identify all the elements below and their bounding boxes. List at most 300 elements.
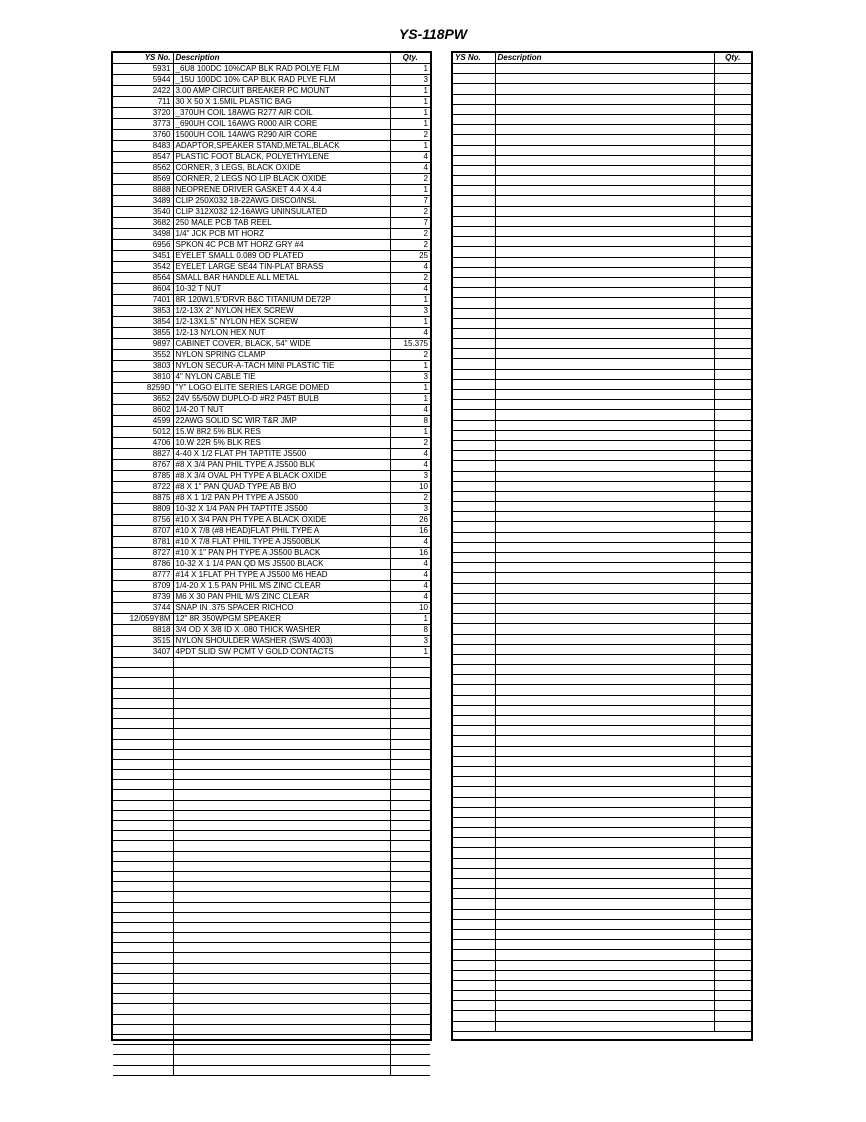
qty-cell: 1 (390, 141, 430, 152)
description-cell: 10.W 22R 5% BLK RES (173, 438, 390, 449)
qty-cell: 4 (390, 592, 430, 603)
ys-no-cell (113, 851, 173, 861)
description-cell (495, 868, 714, 878)
qty-cell (390, 902, 430, 912)
table-row (113, 163, 430, 174)
table-row (113, 504, 430, 515)
header-description: Description (173, 53, 390, 64)
table-row (113, 218, 430, 229)
qty-cell (714, 461, 751, 471)
ys-no-cell (113, 698, 173, 708)
description-cell (495, 756, 714, 766)
description-cell (495, 237, 714, 247)
ys-no-cell (453, 879, 495, 889)
ys-no-cell (453, 991, 495, 1001)
description-cell (495, 797, 714, 807)
ys-no-cell (453, 267, 495, 277)
qty-cell (714, 980, 751, 990)
table-row (113, 75, 430, 86)
ys-no-cell (453, 308, 495, 318)
qty-cell (714, 267, 751, 277)
table-row (113, 427, 430, 438)
table-row (113, 770, 430, 780)
ys-no-cell (113, 719, 173, 729)
qty-cell (714, 665, 751, 675)
table-row (113, 339, 430, 350)
description-cell: 24V 55/50W DUPLO-D #R2 P45T BULB (173, 394, 390, 405)
ys-no-cell (453, 390, 495, 400)
qty-cell (714, 206, 751, 216)
ys-no-cell: 8547 (113, 152, 173, 163)
table-row (453, 206, 751, 216)
description-cell (173, 790, 390, 800)
table-row (453, 614, 751, 624)
ys-no-cell: 8786 (113, 559, 173, 570)
description-cell (173, 871, 390, 881)
qty-cell (714, 542, 751, 552)
table-row (113, 372, 430, 383)
table-row (113, 1045, 430, 1055)
qty-cell: 4 (390, 460, 430, 471)
ys-no-cell (453, 461, 495, 471)
description-cell (495, 522, 714, 532)
ys-no-cell: 8777 (113, 570, 173, 581)
table-row (453, 909, 751, 919)
ys-no-cell (453, 746, 495, 756)
qty-cell (714, 736, 751, 746)
table-row (453, 746, 751, 756)
description-cell (173, 810, 390, 820)
description-cell (495, 665, 714, 675)
qty-cell (390, 871, 430, 881)
table-row (453, 736, 751, 746)
table-row (453, 379, 751, 389)
qty-cell (714, 471, 751, 481)
qty-cell: 1 (390, 295, 430, 306)
ys-no-cell (453, 1001, 495, 1011)
description-cell (173, 902, 390, 912)
description-cell (495, 960, 714, 970)
description-cell (495, 532, 714, 542)
description-cell: 30 X 50 X 1.5MIL PLASTIC BAG (173, 97, 390, 108)
ys-no-cell (453, 960, 495, 970)
ys-no-cell (113, 984, 173, 994)
qty-cell (390, 1045, 430, 1055)
table-row (113, 729, 430, 739)
table-row (453, 267, 751, 277)
qty-cell (390, 759, 430, 769)
table-row (113, 141, 430, 152)
qty-cell (714, 807, 751, 817)
description-cell (495, 227, 714, 237)
qty-cell (714, 848, 751, 858)
table-row (113, 174, 430, 185)
ys-no-cell: 8562 (113, 163, 173, 174)
table-row (113, 943, 430, 953)
qty-cell (714, 502, 751, 512)
ys-no-cell (453, 614, 495, 624)
description-cell (495, 573, 714, 583)
ys-no-cell (453, 522, 495, 532)
description-cell (495, 970, 714, 980)
qty-cell (714, 624, 751, 634)
qty-cell (390, 688, 430, 698)
description-cell (495, 919, 714, 929)
qty-cell (714, 879, 751, 889)
qty-cell (390, 1024, 430, 1034)
ys-no-cell (453, 125, 495, 135)
ys-no-cell (453, 227, 495, 237)
description-cell (495, 991, 714, 1001)
qty-cell (390, 678, 430, 688)
table-row (453, 868, 751, 878)
table-row (453, 1011, 751, 1021)
table-row (453, 125, 751, 135)
description-cell (173, 912, 390, 922)
description-cell: SMALL BAR HANDLE ALL METAL (173, 273, 390, 284)
table-row (453, 807, 751, 817)
ys-no-cell (113, 688, 173, 698)
qty-cell: 1 (390, 361, 430, 372)
table-row (453, 369, 751, 379)
ys-no-cell (453, 74, 495, 84)
qty-cell (390, 922, 430, 932)
description-cell: 4" NYLON CABLE TIE (173, 372, 390, 383)
description-cell (495, 471, 714, 481)
table-row (453, 288, 751, 298)
qty-cell (714, 186, 751, 196)
description-cell (173, 1045, 390, 1055)
qty-cell: 3 (390, 306, 430, 317)
table-row (113, 273, 430, 284)
table-row (453, 970, 751, 980)
ys-no-cell (113, 739, 173, 749)
table-row (453, 929, 751, 939)
table-row (113, 994, 430, 1004)
description-cell (495, 379, 714, 389)
table-row (113, 108, 430, 119)
ys-no-cell (453, 838, 495, 848)
table-row (113, 861, 430, 871)
description-cell (173, 922, 390, 932)
table-row (113, 537, 430, 548)
ys-no-cell (453, 216, 495, 226)
description-cell (495, 196, 714, 206)
ys-no-cell (453, 634, 495, 644)
description-cell (495, 114, 714, 124)
table-row (453, 838, 751, 848)
description-cell (173, 984, 390, 994)
description-cell (173, 861, 390, 871)
qty-cell: 1 (390, 317, 430, 328)
table-row (453, 654, 751, 664)
description-cell (495, 654, 714, 664)
description-cell (495, 828, 714, 838)
qty-cell: 4 (390, 262, 430, 273)
qty-cell (714, 369, 751, 379)
qty-cell (714, 563, 751, 573)
table-row (113, 973, 430, 983)
description-cell (173, 994, 390, 1004)
ys-no-cell: 3854 (113, 317, 173, 328)
description-cell (495, 186, 714, 196)
ys-no-cell (453, 257, 495, 267)
qty-cell (714, 165, 751, 175)
qty-cell (714, 1021, 751, 1031)
description-cell (495, 430, 714, 440)
table-row (113, 449, 430, 460)
table-row (113, 708, 430, 718)
description-cell: NYLON SECUR-A-TACH MINI PLASTIC TIE (173, 361, 390, 372)
ys-no-cell (453, 909, 495, 919)
table-row (453, 685, 751, 695)
table-row (113, 350, 430, 361)
description-cell (495, 889, 714, 899)
table-row (453, 186, 751, 196)
qty-cell: 7 (390, 218, 430, 229)
description-cell (495, 216, 714, 226)
description-cell (173, 1004, 390, 1014)
ys-no-cell (453, 695, 495, 705)
table-row (453, 593, 751, 603)
header-row (453, 53, 751, 64)
table-row (113, 780, 430, 790)
ys-no-cell: 8781 (113, 537, 173, 548)
header-qty: Qty. (390, 53, 430, 64)
ys-no-cell (453, 858, 495, 868)
description-cell (495, 308, 714, 318)
qty-cell (714, 532, 751, 542)
description-cell (173, 719, 390, 729)
description-cell (495, 145, 714, 155)
ys-no-cell (453, 369, 495, 379)
table-row (453, 960, 751, 970)
table-row (453, 216, 751, 226)
description-cell: 3.00 AMP CIRCUIT BREAKER PC MOUNT (173, 86, 390, 97)
qty-cell (714, 339, 751, 349)
table-row (113, 933, 430, 943)
qty-cell (714, 817, 751, 827)
table-row (113, 86, 430, 97)
description-cell (495, 135, 714, 145)
qty-cell (390, 851, 430, 861)
description-cell (495, 481, 714, 491)
table-row (453, 339, 751, 349)
qty-cell: 3 (390, 636, 430, 647)
description-cell: EYELET LARGE SE44 TIN-PLAT BRASS (173, 262, 390, 273)
ys-no-cell (453, 563, 495, 573)
table-row (453, 390, 751, 400)
table-row (453, 899, 751, 909)
ys-no-cell (453, 553, 495, 563)
qty-cell (714, 257, 751, 267)
qty-cell (714, 991, 751, 1001)
qty-cell (390, 1034, 430, 1044)
description-cell (495, 461, 714, 471)
ys-no-cell (453, 1011, 495, 1021)
table-row (113, 251, 430, 262)
description-cell (495, 125, 714, 135)
ys-no-cell: 3540 (113, 207, 173, 218)
qty-cell (390, 668, 430, 678)
ys-no-cell (453, 349, 495, 359)
ys-no-cell (453, 145, 495, 155)
ys-no-cell (453, 919, 495, 929)
table-row (113, 262, 430, 273)
description-cell: NEOPRENE DRIVER GASKET 4.4 X 4.4 (173, 185, 390, 196)
qty-cell (714, 787, 751, 797)
table-row (113, 592, 430, 603)
description-cell (495, 64, 714, 74)
description-cell (495, 726, 714, 736)
table-row (453, 583, 751, 593)
ys-no-cell (453, 84, 495, 94)
description-cell (495, 614, 714, 624)
ys-no-cell (113, 973, 173, 983)
table-row (453, 237, 751, 247)
qty-cell (714, 705, 751, 715)
qty-cell (714, 1001, 751, 1011)
ys-no-cell (453, 868, 495, 878)
description-cell (173, 668, 390, 678)
description-cell (495, 807, 714, 817)
description-cell (173, 1014, 390, 1024)
description-cell (495, 502, 714, 512)
description-cell (495, 277, 714, 287)
qty-cell (714, 216, 751, 226)
table-row (113, 570, 430, 581)
table-row (113, 1055, 430, 1065)
description-cell (495, 950, 714, 960)
qty-cell (714, 298, 751, 308)
qty-cell (390, 882, 430, 892)
table-row (113, 759, 430, 769)
ys-no-cell: 5012 (113, 427, 173, 438)
description-cell (495, 777, 714, 787)
ys-no-cell: 8809 (113, 504, 173, 515)
qty-cell (390, 739, 430, 749)
ys-no-cell (453, 899, 495, 909)
description-cell: CABINET COVER, BLACK, 54" WIDE (173, 339, 390, 350)
table-row (453, 777, 751, 787)
description-cell: 3/4 OD X 3/8 ID X .080 THICK WASHER (173, 625, 390, 636)
qty-cell (714, 512, 751, 522)
ys-no-cell (453, 716, 495, 726)
qty-cell (714, 247, 751, 257)
description-cell (173, 973, 390, 983)
ys-no-cell (453, 64, 495, 74)
qty-cell (390, 800, 430, 810)
ys-no-cell (113, 912, 173, 922)
ys-no-cell (113, 678, 173, 688)
ys-no-cell (453, 593, 495, 603)
qty-cell (714, 176, 751, 186)
qty-cell (714, 695, 751, 705)
qty-cell: 3 (390, 471, 430, 482)
description-cell: CLIP 312X032 12-16AWG UNINSULATED (173, 207, 390, 218)
description-cell (495, 74, 714, 84)
table-row (453, 766, 751, 776)
ys-no-cell (113, 1045, 173, 1055)
table-row (453, 644, 751, 654)
description-cell (495, 858, 714, 868)
description-cell: CORNER, 3 LEGS, BLACK OXIDE (173, 163, 390, 174)
qty-cell: 26 (390, 515, 430, 526)
table-row (453, 787, 751, 797)
table-row (453, 94, 751, 104)
qty-cell: 4 (390, 328, 430, 339)
table-row (113, 790, 430, 800)
ys-no-cell: 8767 (113, 460, 173, 471)
ys-no-cell (453, 328, 495, 338)
table-row (453, 879, 751, 889)
header-ys-no: YS No. (453, 53, 495, 64)
ys-no-cell (113, 1014, 173, 1024)
ys-no-cell (113, 1004, 173, 1014)
ys-no-cell (113, 963, 173, 973)
description-cell (495, 685, 714, 695)
table-row (113, 719, 430, 729)
table-row (113, 658, 430, 668)
description-cell (173, 841, 390, 851)
qty-cell (390, 1014, 430, 1024)
table-row (453, 196, 751, 206)
description-cell (495, 206, 714, 216)
ys-no-cell: 4706 (113, 438, 173, 449)
table-row (453, 522, 751, 532)
description-cell (173, 729, 390, 739)
description-cell (173, 759, 390, 769)
ys-no-cell (113, 668, 173, 678)
qty-cell (714, 74, 751, 84)
qty-cell: 1 (390, 427, 430, 438)
description-cell: 250 MALE PCB TAB REEL (173, 218, 390, 229)
description-cell (495, 176, 714, 186)
qty-cell (390, 973, 430, 983)
ys-no-cell: 12/059Y8M (113, 614, 173, 625)
ys-no-cell: 3652 (113, 394, 173, 405)
ys-no-cell (453, 777, 495, 787)
description-cell (495, 451, 714, 461)
description-cell (495, 512, 714, 522)
description-cell: SNAP IN .375 SPACER RICHCO (173, 603, 390, 614)
table-row (453, 716, 751, 726)
qty-cell (714, 104, 751, 114)
table-row (113, 636, 430, 647)
table-row (453, 481, 751, 491)
ys-no-cell: 711 (113, 97, 173, 108)
description-cell: 1/2-13X1.5" NYLON HEX SCREW (173, 317, 390, 328)
qty-cell (714, 654, 751, 664)
description-cell (173, 800, 390, 810)
table-row (113, 831, 430, 841)
qty-cell (714, 64, 751, 74)
ys-no-cell: 3744 (113, 603, 173, 614)
table-row (113, 284, 430, 295)
table-row (113, 548, 430, 559)
qty-cell: 1 (390, 614, 430, 625)
qty-cell (714, 777, 751, 787)
ys-no-cell (453, 970, 495, 980)
qty-cell: 1 (390, 119, 430, 130)
qty-cell (390, 943, 430, 953)
table-row (113, 240, 430, 251)
table-row (453, 726, 751, 736)
description-cell (495, 695, 714, 705)
ys-no-cell (453, 940, 495, 950)
table-row (113, 749, 430, 759)
table-row (453, 858, 751, 868)
